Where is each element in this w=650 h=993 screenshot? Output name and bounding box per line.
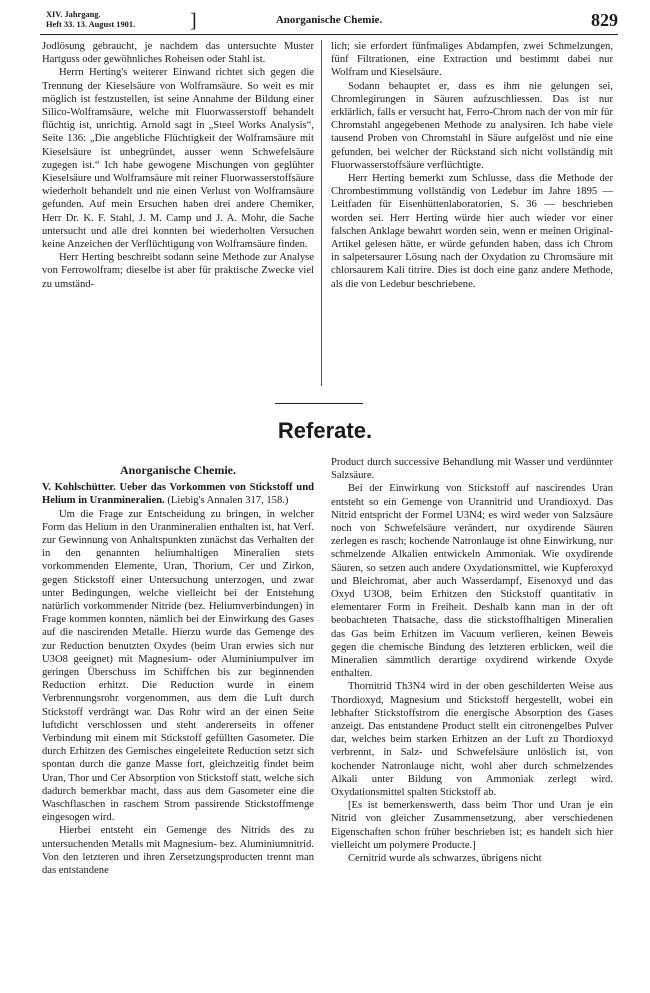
section-divider: [275, 403, 363, 404]
paragraph: Um die Frage zur Entscheidung zu bringen, in welcher Form das Helium in den Uranmineralien enthalten ist, hat Verf. zur Gewinnung von Anhaltspunkten zunächst das Verhalten der in den genannten heliumhaltigen Mineralien stets vorkommenden Elemente, Uran, Thorium, Cer und Zirkon, gegen Stickstoff einer Untersuchung unterzogen, und zwar unter Bedingungen, welche vielleicht bei der Entstehung natürlich vorkommender Nitride (bez. Heliumverbindungen) in Frage kommen konnten, nämlich bei der Einwirkung des Gases auf die nascirenden Metalle. Hierzu wurde das Gemenge des zur Reduction benutzten Oxydes (beim Uran erwies sich nur U3O8 geeignet) mit Magnesium- oder Aluminiumpulver im geringen Überschuss im Schiffchen bis zur beginnenden Reduction erhitzt. Die Reduction wurde in einem Verbrennungsrohr vorgenommen, aus dem die Luft durch Stickstoff verdrängt war. Das Rohr wird an der einen Seite luftdicht verschlossen und steht andererseits in offener Verbindung mit einem mit Stickstoff gefüllten Gasometer. Die durch Erhitzen des Gemisches eingeleitete Reduction setzt sich spontan durch die ganze Masse fort, gleichzeitig findet beim Uran, Thor und Cer Absorption von Stickstoff statt, welche sich dadurch bemerkbar macht, dass aus dem Gasometer eine die Waschflaschen in raschem Strom passirende Stickstoffmenge eingesogen wird.: [42, 508, 314, 824]
paragraph: lich; sie erfordert fünfmaliges Abdampfen, zwei Schmelzungen, fünf Filtrationen, eine Extraction und bestimmt dabei nur Wolfram und Kieselsäure.: [331, 41, 613, 79]
header-volume: XIV. Jahrgang.: [46, 10, 101, 19]
page-number: 829: [591, 10, 618, 30]
entry-citation: (Liebig's Annalen 317, 158.): [167, 495, 289, 507]
bottom-right-column: [331, 456, 613, 865]
entry-heading: [42, 481, 314, 507]
running-header: [40, 10, 618, 35]
paragraph: Herr Herting beschreibt sodann seine Methode zur Analyse von Ferrowolfram; dieselbe ist aber für praktische Zwecke viel zu umständ-: [42, 252, 314, 290]
section-heading: Anorganische Chemie.: [120, 463, 236, 477]
paragraph: Product durch successive Behandlung mit Wasser und verdünnter Salzsäure.: [331, 457, 613, 482]
paragraph: Jodlösung gebraucht, je nachdem das untersuchte Muster Hartguss oder gewöhnliches Roheisen oder Stahl ist.: [42, 41, 314, 66]
paragraph: Sodann behauptet er, dass es ihm nie gelungen sei, Chromlegirungen in Säuren aufzuschliessen. Das ist nur erklärlich, falls er versucht hat, Ferro-Chrom nach der von mir für Chromstahl angegebenen Methode zu analysiren. Ich habe viele tausend Proben von Chromstahl in Säure aufgelöst und nie eine gefunden, bei welcher der Rückstand sich nicht vollständig mit Fluorwasserstoffsäure verflüchtigte.: [331, 80, 613, 171]
top-left-column: [42, 40, 314, 291]
paragraph: Cernitrid wurde als schwarzes, übrigens nicht: [347, 853, 542, 865]
paragraph: Hierbei entsteht ein Gemenge des Nitrids des zu untersuchenden Metalls mit Magnesium- bez. Aluminiumnitrid. Von den letzteren und ihren Zersetzungsproducten trennt man das entstandene: [42, 825, 314, 877]
referate-heading: Referate.: [277, 418, 373, 443]
paragraph: Bei der Einwirkung von Stickstoff auf nascirendes Uran entsteht so ein Gemenge von Urannitrid und Urandioxyd. Das Nitrid entspricht der Formel U3N4; es wird weder von Salzsäure noch von Schwefelsäure verändert, nur oxydirende Säuren zerlegen es rasch; kochende Natronlauge ist ohne Einwirkung, nur schmelzende Alkalien entwickeln Ammoniak. Wie oxydirende Säuren, so setzen auch andere Oxydationsmittel, wie Kupferoxyd und Bleichromat, aber auch Wasserdampf, Eisenoxyd und das Oxyd U3O8, beim Erhitzen den Stickstoff quantitativ in elementarer Form in Freiheit. Deshalb kann man in der oft beobachteten Thatsache, dass die stickstoffhaltigen Mineralien das Gas beim Erhitzen im Vacuum verlieren, keinen Beweis gegen die chemische Bindung des letzteren erblicken, weil die Mineralien sämmtlich derartige oxydirend wirkende Oxyde enthalten.: [331, 483, 613, 680]
paragraph: [Es ist bemerkenswerth, dass beim Thor und Uran je ein Nitrid von gleicher Zusammensetzung, aber verschiedenen Eigenschaften schon früher beschrieben ist; es handelt sich hier vielleicht um polymere Producte.]: [331, 800, 613, 851]
paragraph: Thornitrid Th3N4 wird in der oben geschilderten Weise aus Thordioxyd, Magnesium und Stickstoff hergestellt, wobei ein lebhafter Stickstoffstrom die energische Absorption des Gases anzeigt. Das entstandene Product stellt ein citronengelbes Pulver dar, welches beim starken Erhitzen an der Luft zu Thordioxyd verbrennt, in Salz- und Schwefelsäure unlöslich ist, von kochender Natronlauge nicht, wohl aber durch schmelzendes Alkali unter Bildung von Ammoniak zerlegt wird. Oxydationsmittel spalten Stickstoff ab.: [331, 681, 613, 799]
header-issue: Heft 33. 13. August 1901.: [46, 20, 136, 29]
entry-author-title: V. Kohlschütter. Ueber das Vorkommen von Stickstoff und Helium in Uranmineralien.: [42, 482, 314, 507]
paragraph: Herr Herting bemerkt zum Schlusse, dass die Methode der Chrombestimmung vollständig von Ledebur im Jahre 1895 — Leitfaden für Eisenhüttenlaboratorien, S. 36 — beschrieben worden sei. Herr Herting würde hier auch wieder vor einer falschen Anklage bewahrt worden sein, wenn er meinen Original-Artikel gelesen hätte, er würde gefunden haben, dass ich Chrom in salpetersaurer Lösung nach der Oxydation zu Chromsäure mit chlorsaurem Kali titrire. Dies ist doch eine ganz andere Methode, als die von Ledebur beschriebene.: [331, 173, 613, 290]
top-right-column: [331, 40, 613, 291]
paragraph: Herrn Herting's weiterer Einwand richtet sich gegen die Trennung der Kieselsäure von Wolframsäure. So weit es mir möglich ist festzustellen, ist seine Annahme der Bildung einer Silico-Wolframsäure, welche mit Fluorwasserstoff behandelt flüchtig ist, unrichtig. Arnold sagt in „Steel Works Analysis“, Seite 136: „Die angebliche Flüchtigkeit der Wolframsäure mit Kieselsäure ist unbegründet, ausser wenn Schwefelsäure zugegen ist.“ Ich habe gewogene Mischungen von geglühter Kieselsäure und Wolframsäure mit reiner Fluorwasserstoffsäure wiederholt behandelt und nie einen Verlust von Wolframsäure gefunden. Auf mein Ersuchen haben drei andere Chemiker, Herr Dr. K. F. Stahl, J. M. Camp und J. A. Mohr, die Sache untersucht und alle drei konnten bei wiederholten Versuchen keine Anzeichen der Verflüchtigung von Wolframsäure finden.: [42, 67, 314, 251]
column-rule: [321, 40, 322, 386]
bottom-left-column: [42, 456, 314, 877]
header-title: Anorganische Chemie.: [275, 14, 383, 26]
header-bracket: ]: [190, 10, 197, 32]
